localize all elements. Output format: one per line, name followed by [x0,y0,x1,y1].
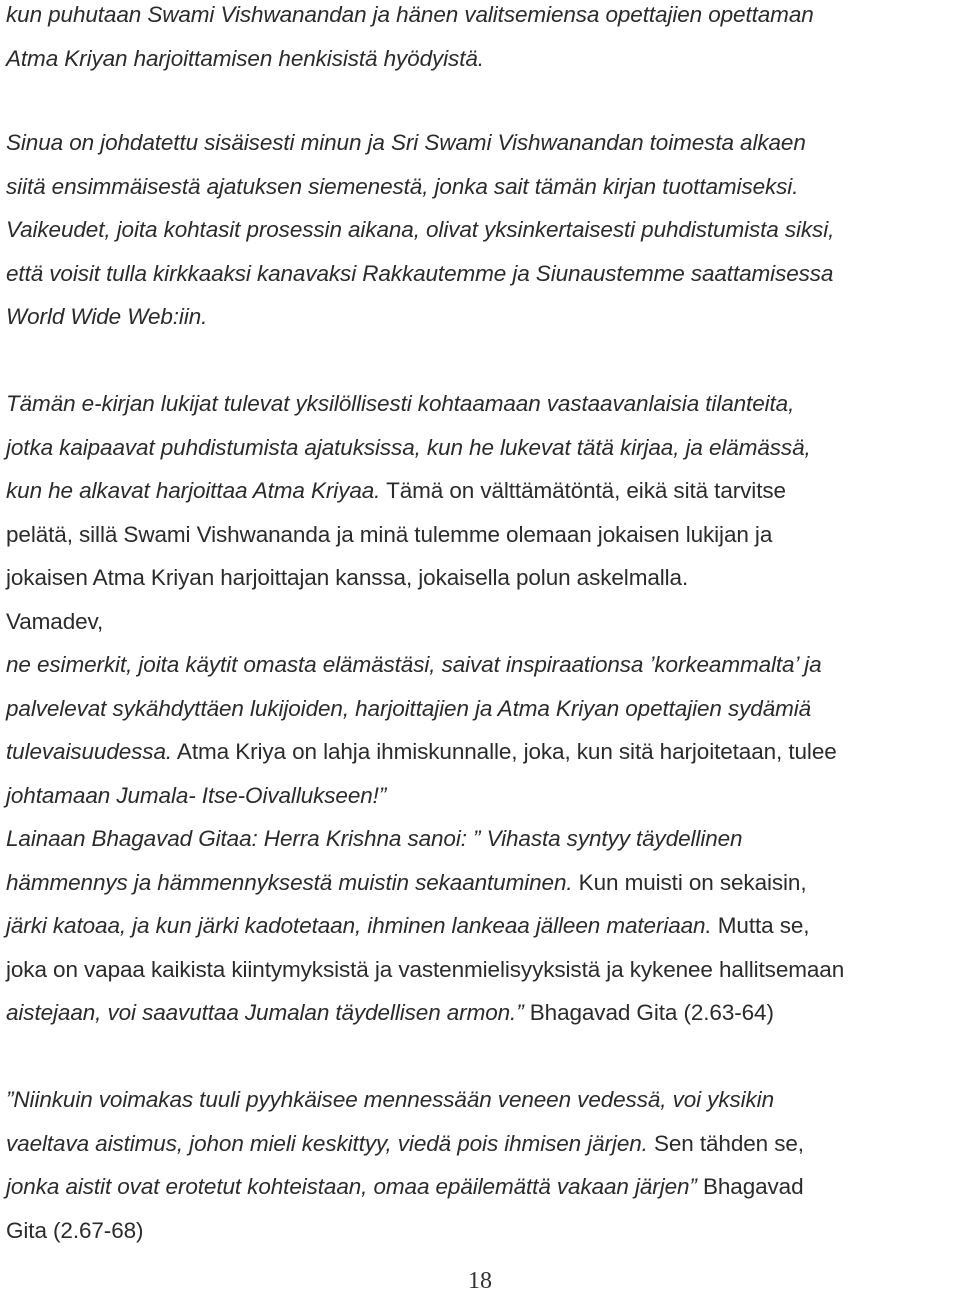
text-line [6,1122,956,1166]
text-run-upright: Bhagavad Gita (2.63-64) [523,1000,774,1025]
text-line: palvelevat sykähdyttäen lukijoiden, harjoittajien ja Atma Kriyan opettajien sydämiä [6,695,812,721]
text-line: Tämän e-kirjan lukijat tulevat yksilöllisesti kohtaamaan vastaavanlaisia tilanteita, [6,391,795,416]
text-run-italic: hämmennys ja hämmennyksestä muistin sekaantuminen. [6,869,573,895]
text-run-upright: Tämä on välttämätöntä, eikä sitä tarvitse [380,478,786,503]
text-line: siitä ensimmäisestä ajatuksen siemenestä, jonka sait tämän kirjan tuottamiseksi. [6,173,799,199]
text-line: että voisit tulla kirkkaaksi kanavaksi Rakkautemme ja Siunaustemme saattamisessa [6,260,834,286]
text-line: joka on vapaa kaikista kiintymyksistä ja vastenmielisyyksistä ja kykenee hallitsemaan [6,956,845,982]
text-line: ”Niinkuin voimakas tuuli pyyhkäisee mennessään veneen vedessä, voi yksikin [6,1087,774,1112]
text-line: ne esimerkit, joita käytit omasta elämästäsi, saivat inspiraationsa ’korkeammalta’ ja [6,652,822,677]
text-run-italic: jonka aistit ovat erotetut kohteistaan, omaa epäilemättä vakaan järjen” [6,1174,697,1199]
text-line: Gita (2.67-68) [6,1217,144,1243]
text-line: Lainaan Bhagavad Gitaa: Herra Krishna sanoi: ” Vihasta syntyy täydellinen [6,826,743,851]
paragraph-4 [6,817,956,1035]
page-number: 18 [468,1268,492,1294]
text-line: Vaikeudet, joita kohtasit prosessin aikana, olivat yksinkertaisesti puhdistumista siksi, [6,217,835,242]
text-line [6,904,956,948]
text-line [6,730,956,774]
text-line [6,600,956,644]
text-run-italic: kun he alkavat harjoittaa Atma Kriyaa. [6,478,381,503]
text-run-upright: Mutta se, [711,913,810,938]
text-run-italic: aistejaan, voi saavuttaa Jumalan täydellisen armon.” [6,1000,524,1025]
text-run-upright: Sen tähden se, [647,1130,804,1156]
text-line: johtamaan Jumala- Itse-Oivallukseen!” [6,782,387,808]
text-line: World Wide Web:iin. [6,304,208,329]
text-line [6,861,956,905]
paragraph-3 [6,382,956,817]
text-line: Sinua on johdatettu sisäisesti minun ja Sri Swami Vishwanandan toimesta alkaen [6,130,806,155]
text-line: pelätä, sillä Swami Vishwananda ja minä tulemme olemaan jokaisen lukijan ja [6,521,773,547]
text-run-upright: Kun muisti on sekaisin, [572,869,807,895]
text-line [6,1165,956,1209]
text-run-italic: vaeltava aistimus, johon mieli keskittyy, viedä pois ihmisen järjen. [6,1130,648,1156]
paragraph-5 [6,1078,956,1252]
text-line [6,469,956,513]
paragraph-1 [6,0,956,80]
text-run-italic: tulevaisuudessa. [6,739,173,764]
text-line: Atma Kriyan harjoittamisen henkisistä hyödyistä. [6,45,484,71]
text-line: kun puhutaan Swami Vishwanandan ja hänen valitsemiensa opettajien opettaman [6,2,814,27]
text-run-upright: Bhagavad [696,1174,804,1199]
text-run-upright: Atma Kriya on lahja ihmiskunnalle, joka, kun sitä harjoitetaan, tulee [172,739,837,764]
text-run-upright: Vamadev, [6,608,104,634]
text-line: jokaisen Atma Kriyan harjoittajan kanssa, jokaisella polun askelmalla. [6,565,689,590]
text-run-italic: järki katoaa, ja kun järki kadotetaan, ihminen lankeaa jälleen materiaan. [6,913,712,938]
paragraph-2 [6,121,956,339]
text-line: jotka kaipaavat puhdistumista ajatuksissa, kun he lukevat tätä kirjaa, ja elämässä, [6,434,811,460]
text-line [6,991,956,1035]
